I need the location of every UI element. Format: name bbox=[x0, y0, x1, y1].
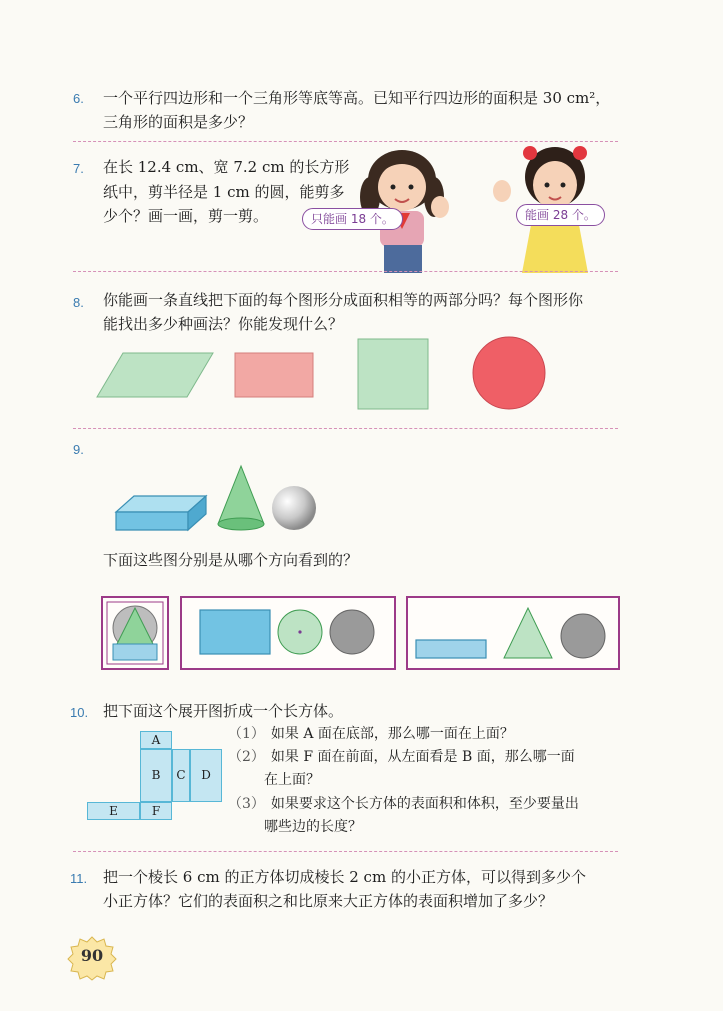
q6-line-2: 三角形的面积是多少？ bbox=[103, 113, 254, 131]
speech-bubble-right: 能画 28 个。 bbox=[516, 204, 605, 226]
cone-solid bbox=[218, 466, 264, 530]
sub-number: （2） bbox=[228, 749, 265, 765]
sub-text: 如果 A 面在底部，那么哪一面在上面？ bbox=[270, 726, 514, 742]
question-number-9: 9. bbox=[73, 442, 84, 457]
q7-line-1: 在长 12.4 cm、宽 7.2 cm 的长方形 bbox=[103, 158, 350, 176]
q8-shapes bbox=[95, 335, 565, 415]
question-number-11: 11. bbox=[70, 871, 88, 886]
front-view-set bbox=[408, 598, 618, 668]
divider bbox=[73, 428, 618, 429]
net-face-c: C bbox=[172, 749, 190, 802]
q9-prompt: 下面这些图分别是从哪个方向看到的？ bbox=[103, 551, 359, 569]
girls-illustration bbox=[350, 125, 620, 275]
question-number-8: 8. bbox=[73, 295, 84, 310]
q8-line-1: 你能画一条直线把下面的每个图形分成面积相等的两部分吗？每个图形你 bbox=[103, 291, 584, 309]
sub-number: （1） bbox=[228, 726, 265, 742]
sub-text: 如果 F 面在前面，从左面看是 B 面，那么哪一面 bbox=[270, 749, 575, 765]
net-face-b: B bbox=[140, 749, 172, 802]
net-face-e: E bbox=[87, 802, 140, 820]
q7-line-2: 纸中，剪半径是 1 cm 的圆，能剪多 bbox=[103, 183, 345, 201]
sub-number: （3） bbox=[228, 796, 265, 812]
question-number-10: 10. bbox=[70, 705, 89, 720]
question-number-7: 7. bbox=[73, 161, 84, 176]
cuboid-solid bbox=[116, 496, 206, 530]
parallelogram-shape bbox=[97, 353, 213, 397]
q9-solids bbox=[112, 462, 327, 534]
sphere-solid bbox=[272, 486, 316, 530]
speech-bubble-left: 只能画 18 个。 bbox=[302, 208, 403, 230]
q10-sub-3-cont: 哪些边的长度？ bbox=[264, 819, 362, 835]
page-number: 90 bbox=[80, 946, 104, 965]
divider bbox=[73, 851, 618, 852]
q7-line-3: 少个？画一画，剪一剪。 bbox=[103, 207, 269, 225]
top-view-set bbox=[182, 598, 394, 668]
divider bbox=[73, 271, 618, 272]
net-face-f: F bbox=[140, 802, 172, 820]
q10-sub-2 bbox=[228, 746, 575, 768]
view-box-2 bbox=[180, 596, 396, 670]
view-box-1 bbox=[101, 596, 169, 670]
q11-line-2: 小正方体？它们的表面积之和比原来大正方体的表面积增加了多少？ bbox=[103, 892, 554, 910]
cone-side-view bbox=[103, 598, 167, 668]
q8-line-2: 能找出多少种画法？你能发现什么？ bbox=[103, 315, 344, 333]
square-shape bbox=[358, 339, 428, 409]
q11-line-1: 把一个棱长 6 cm 的正方体切成棱长 2 cm 的小正方体，可以得到多少个 bbox=[103, 868, 586, 886]
q6-line-1: 一个平行四边形和一个三角形等底等高。已知平行四边形的面积是 30 cm²， bbox=[103, 89, 611, 107]
net-face-d: D bbox=[190, 749, 222, 802]
question-number-6: 6. bbox=[73, 91, 84, 106]
net-face-a: A bbox=[140, 731, 172, 749]
q10-sub-1 bbox=[228, 723, 514, 745]
view-box-3 bbox=[406, 596, 620, 670]
rectangle-shape bbox=[235, 353, 313, 397]
circle-shape bbox=[473, 337, 545, 409]
q10-intro: 把下面这个展开图折成一个长方体。 bbox=[103, 702, 344, 720]
sub-text: 如果要求这个长方体的表面积和体积，至少要量出 bbox=[270, 796, 579, 812]
q10-sub-3 bbox=[228, 793, 579, 815]
q10-sub-2-cont: 在上面？ bbox=[264, 772, 320, 788]
